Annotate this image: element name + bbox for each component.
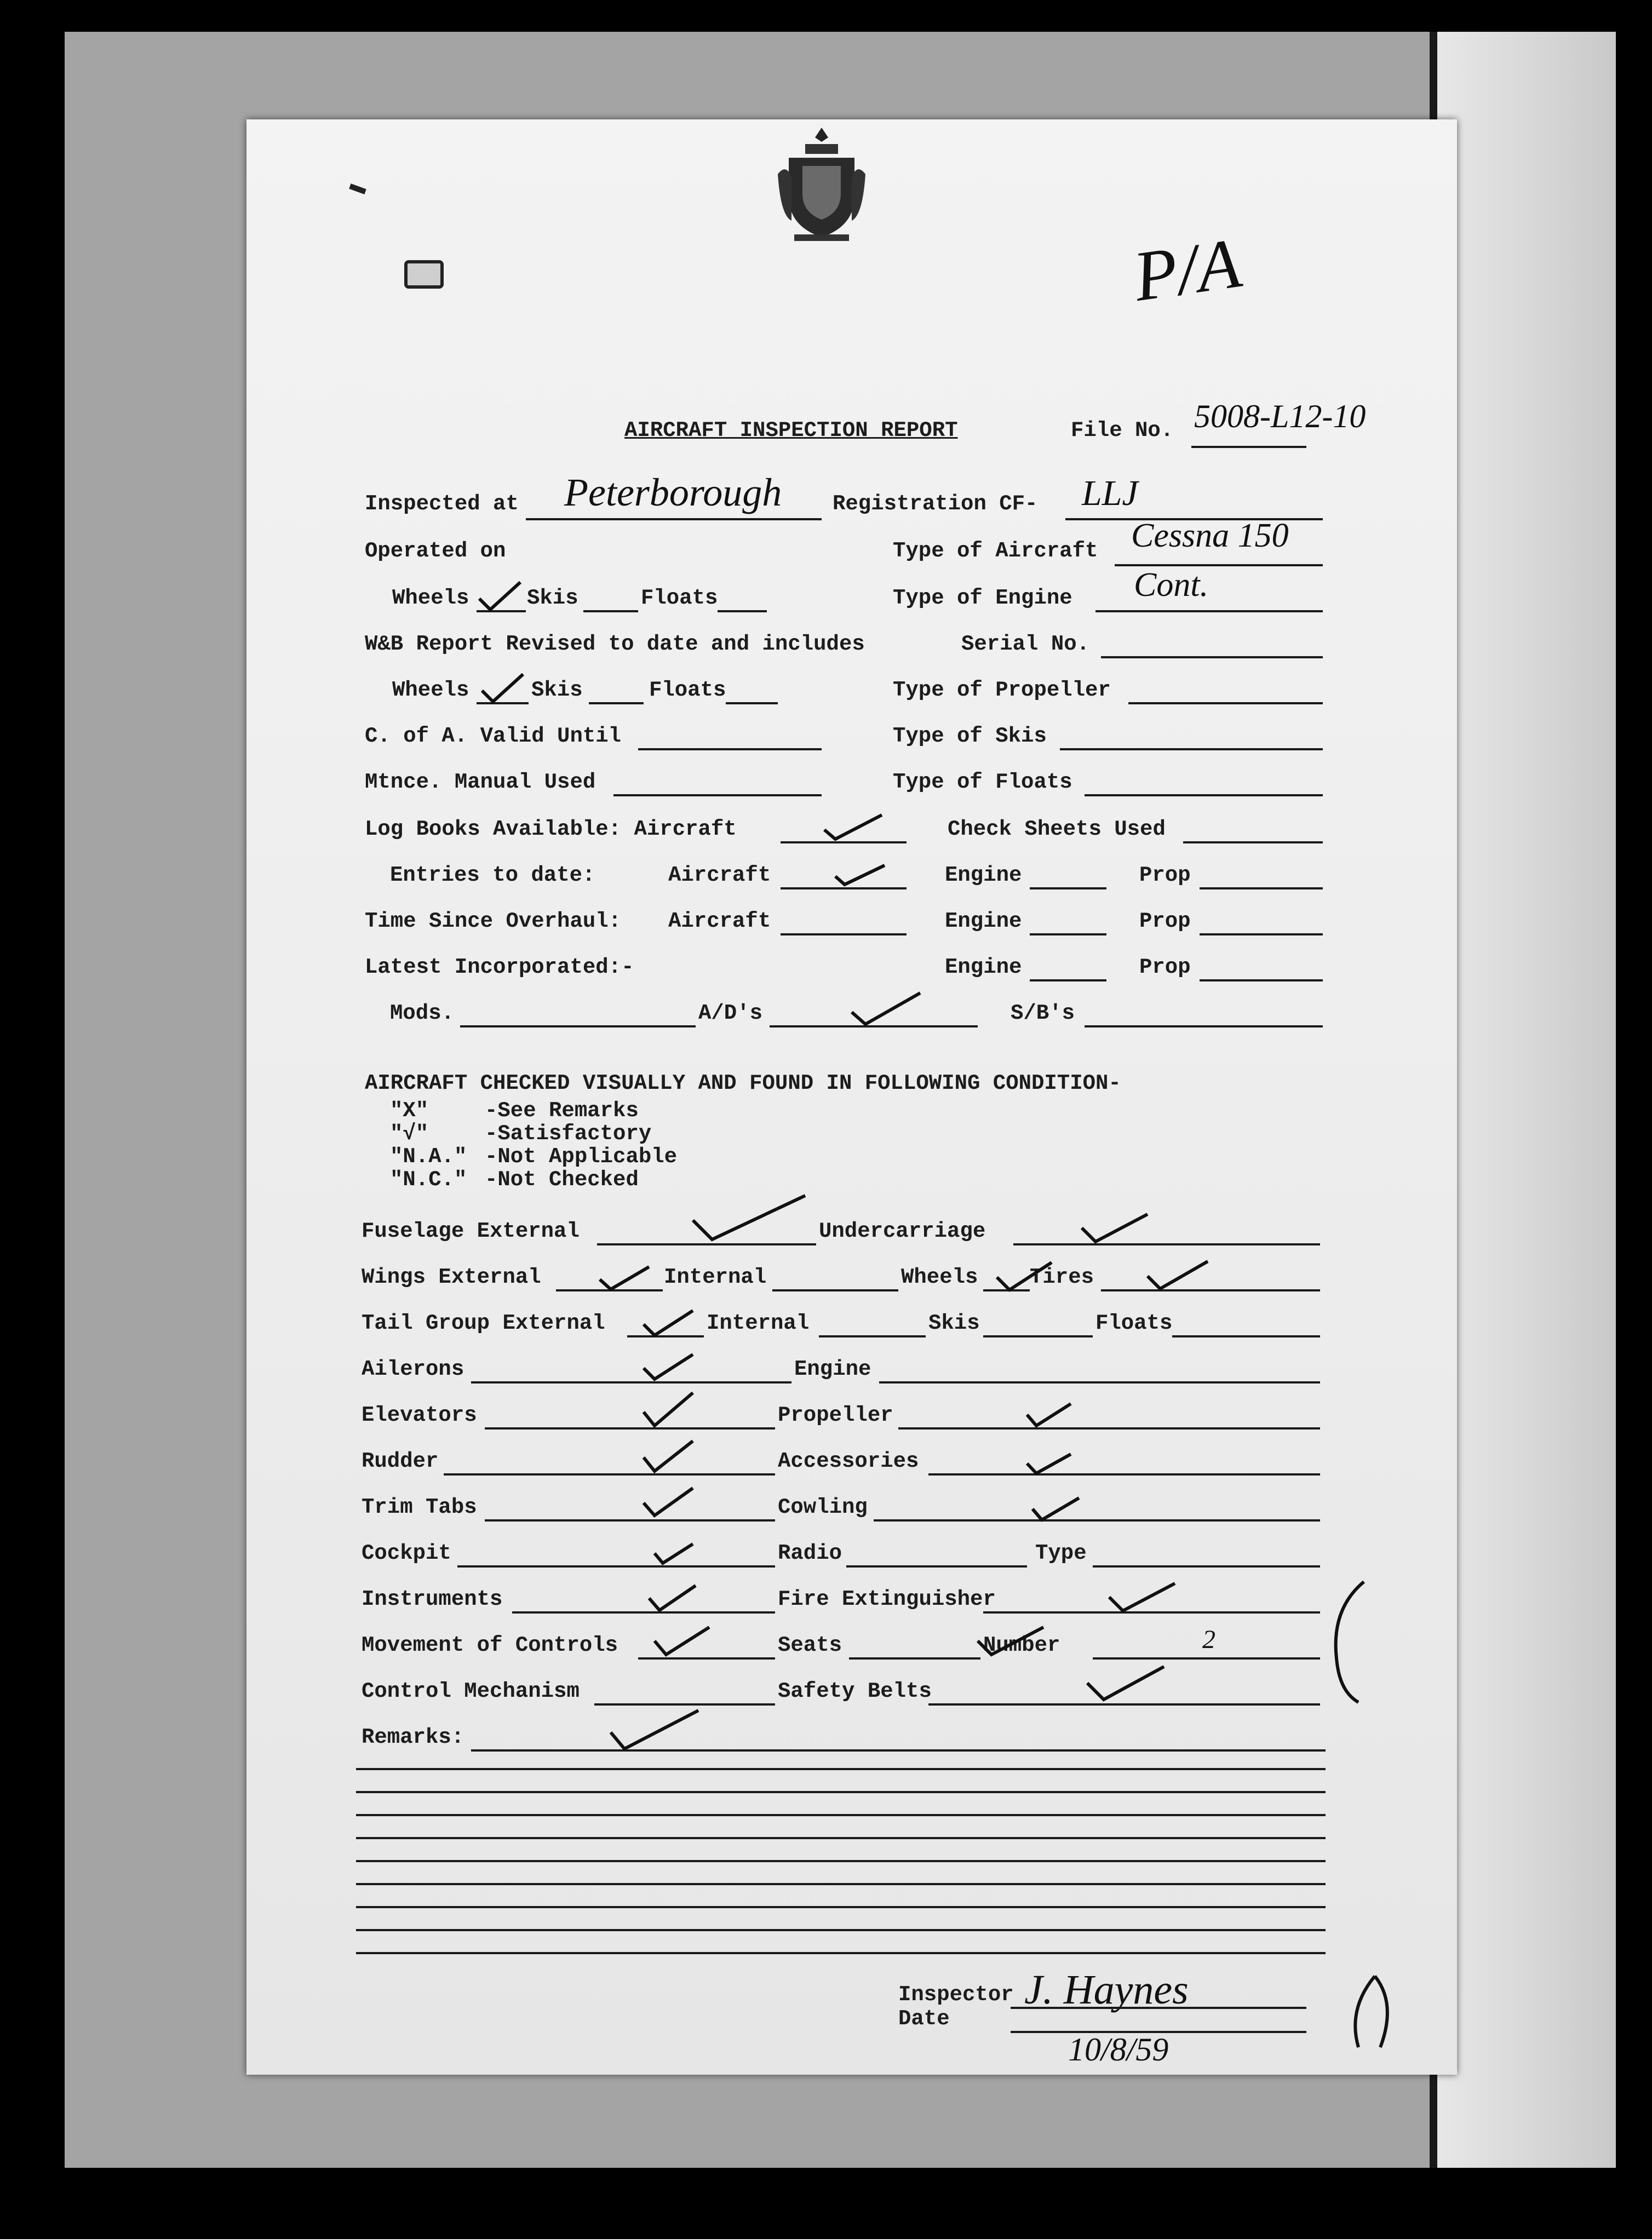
remarks-line-10 <box>356 1952 1326 1954</box>
skis-type-label: Type of Skis <box>893 724 1047 748</box>
date-margin-mark-icon <box>1342 1971 1402 2053</box>
wheels2-label: Wheels <box>392 678 469 702</box>
latest-label: Latest Incorporated:- <box>365 955 634 979</box>
engine-cond-line <box>879 1381 1320 1383</box>
remarks-line-9 <box>356 1929 1326 1931</box>
skis-cond-label: Skis <box>928 1311 980 1335</box>
floats-type-label: Type of Floats <box>893 770 1072 794</box>
legend-code-nc: "N.C." <box>390 1168 467 1192</box>
entries-aircraft-label: Aircraft <box>668 863 771 887</box>
movement-check-icon <box>652 1624 712 1657</box>
serial-no-line <box>1101 656 1323 658</box>
cockpit-line <box>457 1565 775 1568</box>
tail-label: Tail Group External <box>362 1311 605 1335</box>
mods-line <box>460 1025 696 1027</box>
number-label: Number <box>983 1633 1060 1657</box>
inspection-form-sheet <box>246 119 1457 2075</box>
skis-line <box>583 610 638 612</box>
type-engine-line <box>1095 610 1323 612</box>
floats-type-line <box>1085 794 1323 796</box>
safety-belts-check-icon <box>1085 1664 1167 1702</box>
entries-label: Entries to date: <box>390 863 595 887</box>
mods-label: Mods. <box>390 1001 455 1025</box>
wheels-check-icon <box>477 579 526 612</box>
propeller-type-label: Type of Propeller <box>893 678 1111 702</box>
undercarriage-check-icon <box>1079 1212 1150 1244</box>
margin-mark-icon <box>1320 1576 1386 1708</box>
coa-line <box>638 748 822 750</box>
coa-label: C. of A. Valid Until <box>365 724 622 748</box>
skis-label: Skis <box>527 586 578 610</box>
type-line <box>1093 1565 1320 1568</box>
type-label: Type <box>1035 1541 1087 1565</box>
legend-code-check: "√" <box>390 1122 429 1146</box>
trim-label: Trim Tabs <box>362 1495 477 1519</box>
instruments-line <box>512 1611 775 1614</box>
instruments-check-icon <box>646 1583 698 1613</box>
type-engine-label: Type of Engine <box>893 586 1072 610</box>
wb-report-label: W&B Report Revised to date and includes <box>365 632 865 656</box>
tail-check-icon <box>641 1308 696 1338</box>
date-value: 10/8/59 <box>1068 2031 1169 2068</box>
inspector-label: Inspector <box>898 1983 1014 2007</box>
rudder-label: Rudder <box>362 1449 439 1473</box>
trim-line <box>485 1519 775 1522</box>
propeller-label: Propeller <box>778 1403 893 1427</box>
entries-prop-label: Prop <box>1139 863 1191 887</box>
rudder-check-icon <box>641 1438 696 1474</box>
movement-line <box>638 1657 775 1660</box>
form-title: AIRCRAFT INSPECTION REPORT <box>624 418 958 443</box>
condition-heading: AIRCRAFT CHECKED VISUALLY AND FOUND IN FOLLOWING CONDITION- <box>365 1071 1121 1095</box>
accessories-check-icon <box>1024 1451 1074 1476</box>
remarks-line-6 <box>356 1860 1326 1862</box>
coat-of-arms-icon <box>772 125 871 245</box>
propeller-type-line <box>1128 702 1323 704</box>
skis-type-line <box>1060 748 1323 750</box>
sbs-line <box>1085 1025 1323 1027</box>
type-engine-value: Cont. <box>1134 566 1209 604</box>
tso-prop-label: Prop <box>1139 909 1191 933</box>
wings-label: Wings External <box>362 1265 541 1289</box>
ailerons-line <box>471 1381 791 1383</box>
tail-internal-line <box>819 1335 926 1337</box>
tso-engine-line <box>1030 933 1106 935</box>
movement-label: Movement of Controls <box>362 1633 618 1657</box>
remarks-line-1 <box>471 1749 1326 1752</box>
wings-internal-line <box>772 1289 898 1291</box>
remarks-check-icon <box>608 1708 701 1752</box>
tso-aircraft-line <box>781 933 907 935</box>
latest-engine-line <box>1030 979 1106 981</box>
type-aircraft-value: Cessna 150 <box>1131 517 1289 554</box>
remarks-line-7 <box>356 1883 1326 1885</box>
propeller-check-icon <box>1024 1401 1074 1428</box>
entries-aircraft-line <box>781 887 907 889</box>
cockpit-label: Cockpit <box>362 1541 451 1565</box>
inspected-at-line <box>526 518 822 520</box>
number-line <box>1093 1657 1320 1660</box>
skis2-label: Skis <box>531 678 583 702</box>
wings-internal-label: Internal <box>664 1265 767 1289</box>
legend-meaning-nc: -Not Checked <box>485 1168 639 1192</box>
seats-label: Seats <box>778 1633 842 1657</box>
check-sheets-line <box>1183 841 1323 843</box>
legend-code-x: "X" <box>390 1099 429 1123</box>
cowling-check-icon <box>1030 1495 1082 1523</box>
elevators-label: Elevators <box>362 1403 477 1427</box>
serial-no-label: Serial No. <box>961 632 1090 656</box>
entries-engine-label: Engine <box>945 863 1022 887</box>
propeller-line <box>898 1427 1320 1429</box>
fuselage-line <box>597 1243 816 1245</box>
engine-cond-label: Engine <box>794 1357 871 1381</box>
wheels2-check-icon <box>479 671 529 704</box>
trim-check-icon <box>641 1485 696 1518</box>
check-sheets-label: Check Sheets Used <box>948 817 1166 841</box>
remarks-line-3 <box>356 1791 1326 1793</box>
tires-label: Tires <box>1030 1265 1094 1289</box>
inspector-line <box>1011 2007 1306 2009</box>
fuselage-label: Fuselage External <box>362 1219 580 1243</box>
undercarriage-line <box>1013 1243 1320 1245</box>
remarks-line-8 <box>356 1906 1326 1908</box>
remarks-line-4 <box>356 1814 1326 1816</box>
elevators-line <box>485 1427 775 1429</box>
entries-engine-line <box>1030 887 1106 889</box>
floats2-label: Floats <box>649 678 726 702</box>
fuselage-check-icon <box>690 1193 811 1242</box>
skis2-line <box>589 702 644 704</box>
corner-mark: P/A <box>1128 223 1246 317</box>
safety-belts-label: Safety Belts <box>778 1679 932 1703</box>
legend-meaning-check: -Satisfactory <box>485 1122 652 1146</box>
latest-prop-label: Prop <box>1139 955 1191 979</box>
safety-belts-line <box>928 1703 1320 1706</box>
undercarriage-label: Undercarriage <box>819 1219 986 1243</box>
tail-internal-label: Internal <box>707 1311 810 1335</box>
manual-label: Mtnce. Manual Used <box>365 770 596 794</box>
floats-cond-line <box>1172 1335 1320 1337</box>
entries-prop-line <box>1200 887 1323 889</box>
tires-check-icon <box>1145 1259 1211 1291</box>
number-value: 2 <box>1202 1625 1215 1654</box>
elevators-check-icon <box>641 1390 696 1428</box>
remarks-label: Remarks: <box>362 1725 464 1749</box>
seats-check-icon <box>975 1624 1046 1657</box>
punch-mark-2 <box>404 260 444 289</box>
rudder-line <box>444 1473 775 1476</box>
legend-code-na: "N.A." <box>390 1145 467 1169</box>
fire-label: Fire Extinguisher <box>778 1587 996 1611</box>
floats-cond-label: Floats <box>1095 1311 1173 1335</box>
file-no-label: File No. <box>1071 418 1174 443</box>
remarks-line-5 <box>356 1837 1326 1839</box>
inspected-at-label: Inspected at <box>365 492 519 516</box>
inspector-signature: J. Haynes <box>1024 1967 1189 2013</box>
cowling-label: Cowling <box>778 1495 868 1519</box>
tires-line <box>1101 1289 1320 1291</box>
ads-label: A/D's <box>698 1001 763 1025</box>
tso-engine-label: Engine <box>945 909 1022 933</box>
manual-line <box>613 794 822 796</box>
tso-prop-line <box>1200 933 1323 935</box>
tso-aircraft-label: Aircraft <box>668 909 771 933</box>
floats-line <box>718 610 767 612</box>
remarks-line-2 <box>356 1768 1326 1770</box>
accessories-line <box>928 1473 1320 1476</box>
wheels-cond-check-icon <box>994 1260 1054 1293</box>
tso-label: Time Since Overhaul: <box>365 909 622 933</box>
folder-flap <box>1434 32 1616 2168</box>
legend-meaning-na: -Not Applicable <box>485 1145 678 1169</box>
sbs-label: S/B's <box>1011 1001 1075 1025</box>
fire-check-icon <box>1106 1581 1178 1614</box>
legend-meaning-x: -See Remarks <box>485 1099 639 1123</box>
wings-check-icon <box>597 1264 652 1291</box>
logbooks-check-icon <box>822 811 887 843</box>
logbooks-label: Log Books Available: Aircraft <box>365 817 737 841</box>
floats2-line <box>726 702 778 704</box>
cockpit-check-icon <box>652 1541 696 1566</box>
instruments-label: Instruments <box>362 1587 503 1611</box>
file-no-line <box>1191 446 1306 448</box>
skis-cond-line <box>983 1335 1093 1337</box>
floats-label: Floats <box>641 586 718 610</box>
entries-check-icon <box>833 860 887 887</box>
latest-prop-line <box>1200 979 1323 981</box>
wheels-cond-label: Wheels <box>901 1265 978 1289</box>
latest-engine-label: Engine <box>945 955 1022 979</box>
registration-value: LLJ <box>1082 473 1138 513</box>
accessories-label: Accessories <box>778 1449 919 1473</box>
ads-check-icon <box>849 990 926 1029</box>
registration-label: Registration CF- <box>833 492 1038 516</box>
inspected-at-value: Peterborough <box>564 470 782 514</box>
operated-on-label: Operated on <box>365 539 506 563</box>
radio-label: Radio <box>778 1541 842 1565</box>
file-no-value: 5008-L12-10 <box>1194 398 1366 434</box>
cowling-line <box>874 1519 1320 1522</box>
control-mech-label: Control Mechanism <box>362 1679 580 1703</box>
control-mech-line <box>594 1703 775 1706</box>
type-aircraft-label: Type of Aircraft <box>893 539 1098 563</box>
ailerons-check-icon <box>641 1352 696 1382</box>
radio-line <box>846 1565 1027 1568</box>
date-label: Date <box>898 2007 950 2031</box>
seats-line <box>849 1657 980 1660</box>
wheels-label: Wheels <box>392 586 469 610</box>
ailerons-label: Ailerons <box>362 1357 464 1381</box>
